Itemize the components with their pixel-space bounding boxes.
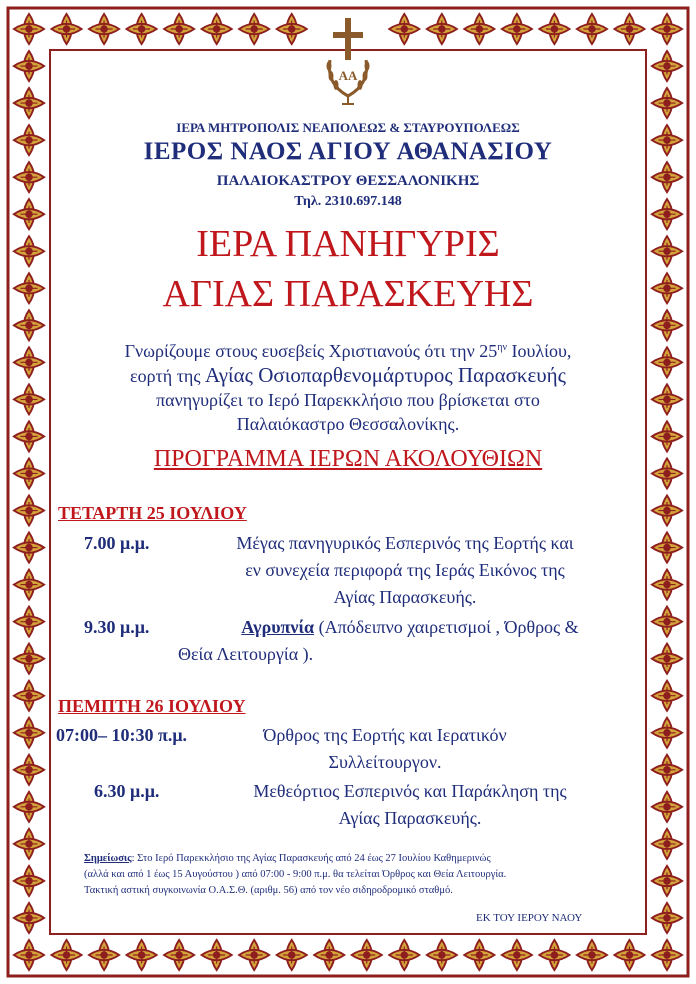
border-ornament bbox=[389, 14, 419, 44]
border-ornament bbox=[14, 755, 44, 785]
day1-label: ΤΕΤΑΡΤΗ 25 ΙΟΥΛΙΟΥ bbox=[58, 503, 247, 523]
description-line: Αγίας Παρασκευής. bbox=[333, 587, 477, 607]
notes-line-2: (αλλά και από 1 έως 15 Αυγούστου ) από 07:00 - 9:00 π.μ. θα τελείται Όρθρος και Θεία Λειτουργία. bbox=[84, 869, 507, 880]
day2-event1-description bbox=[220, 722, 550, 776]
border-ornament bbox=[239, 14, 269, 44]
border-ornament bbox=[652, 495, 682, 525]
day1-event1-time: 7.00 μ.μ. bbox=[84, 533, 150, 553]
border-ornament bbox=[652, 940, 682, 970]
border-ornament bbox=[314, 940, 344, 970]
border-ornament bbox=[239, 940, 269, 970]
border-ornament bbox=[652, 755, 682, 785]
border-ornament bbox=[14, 607, 44, 637]
border-ornament bbox=[14, 88, 44, 118]
description-line: Μεθεόρτιος Εσπερινός και Παράκληση της bbox=[253, 781, 567, 801]
description-line: Αγίας Παρασκευής. bbox=[338, 808, 482, 828]
description-line bbox=[170, 614, 650, 641]
border-ornament bbox=[652, 644, 682, 674]
notes-block bbox=[84, 851, 644, 899]
border-ornament bbox=[614, 940, 644, 970]
emblem-letters: ΑΑ bbox=[338, 68, 358, 83]
border-ornament bbox=[51, 940, 81, 970]
border-ornament bbox=[14, 569, 44, 599]
border-ornament bbox=[577, 14, 607, 44]
border-ornament bbox=[14, 495, 44, 525]
border-ornament bbox=[652, 681, 682, 711]
day1-event1-description bbox=[170, 530, 640, 611]
intro-text: εορτή της bbox=[130, 366, 205, 386]
intro-line-3: πανηγυρίζει το Ιερό Παρεκκλήσιο που βρίσκεται στο bbox=[156, 390, 540, 410]
intro-text: Ιουλίου, bbox=[506, 341, 572, 361]
feast-title-line1: ΙΕΡΑ ΠΑΝΗΓΥΡΙΣ bbox=[196, 223, 500, 265]
border-ornament bbox=[652, 866, 682, 896]
ordinal-suffix: ην bbox=[497, 342, 507, 353]
border-ornament bbox=[277, 14, 307, 44]
phone-number: Τηλ. 2310.697.148 bbox=[294, 194, 402, 209]
border-ornament bbox=[277, 940, 307, 970]
border-ornament bbox=[14, 14, 44, 44]
saint-name: Αγίας Οσιοπαρθενομάρτυρος Παρασκευής bbox=[204, 363, 566, 387]
border-ornament bbox=[427, 940, 457, 970]
border-ornament bbox=[652, 51, 682, 81]
border-ornament bbox=[614, 14, 644, 44]
program-title: ΠΡΟΓΡΑΜΜΑ ΙΕΡΩΝ ΑΚΟΛΟΥΘΙΩΝ bbox=[153, 446, 543, 472]
border-ornament bbox=[51, 14, 81, 44]
border-ornament bbox=[464, 14, 494, 44]
border-ornament bbox=[202, 14, 232, 44]
border-ornament bbox=[164, 940, 194, 970]
day1-event2-description bbox=[170, 614, 650, 668]
border-ornament bbox=[539, 14, 569, 44]
border-ornament bbox=[126, 14, 156, 44]
vigil-label: Αγρυπνία bbox=[241, 617, 315, 637]
border-ornament bbox=[389, 940, 419, 970]
day2-event2-time: 6.30 μ.μ. bbox=[94, 781, 160, 801]
description-line: Θεία Λειτουργία ). bbox=[178, 644, 314, 664]
border-ornament bbox=[652, 569, 682, 599]
day1-event2-time: 9.30 μ.μ. bbox=[84, 617, 150, 637]
border-ornament bbox=[202, 940, 232, 970]
signoff: ΕΚ ΤΟΥ ΙΕΡΟΥ ΝΑΟΥ bbox=[476, 912, 583, 924]
border-ornament bbox=[14, 903, 44, 933]
intro-line-4: Παλαιόκαστρο Θεσσαλονίκης. bbox=[236, 414, 460, 434]
cross-wreath-icon bbox=[322, 14, 374, 106]
border-ornament bbox=[502, 940, 532, 970]
border-ornament bbox=[126, 940, 156, 970]
description-line: Συλλείτουργον. bbox=[328, 752, 442, 772]
border-ornament bbox=[14, 532, 44, 562]
description-line: Όρθρος της Εορτής και Ιερατικόν bbox=[263, 725, 507, 745]
border-ornament bbox=[352, 940, 382, 970]
metropolis-heading: ΙΕΡΑ ΜΗΤΡΟΠΟΛΙΣ ΝΕΑΠΟΛΕΩΣ & ΣΤΑΥΡΟΥΠΟΛΕΩΣ bbox=[176, 120, 520, 135]
border-ornament bbox=[577, 940, 607, 970]
notes-line-3: Τακτική αστική συγκοινωνία Ο.Α.Σ.Θ. (αριθμ. 56) από τον νέο σιδηροδρομικό σταθμό. bbox=[84, 885, 453, 896]
notes-text: : Στο Ιερό Παρεκκλήσιο της Αγίας Παρασκευής από 24 έως 27 Ιουλίου Καθημερινώς bbox=[131, 853, 491, 864]
border-ornament bbox=[427, 14, 457, 44]
description-text: (Απόδειπνο χαιρετισμοί , Όρθρος & bbox=[314, 617, 579, 637]
border-ornament bbox=[652, 718, 682, 748]
notes-label: Σημείωσις bbox=[84, 853, 132, 864]
border-ornament bbox=[652, 903, 682, 933]
intro-line-2 bbox=[0, 363, 696, 388]
border-ornament bbox=[14, 866, 44, 896]
border-ornament bbox=[652, 607, 682, 637]
border-ornament bbox=[652, 829, 682, 859]
border-ornament bbox=[14, 644, 44, 674]
border-ornament bbox=[539, 940, 569, 970]
border-ornament bbox=[652, 532, 682, 562]
border-ornament bbox=[14, 681, 44, 711]
border-ornament bbox=[89, 940, 119, 970]
description-line: Μέγας πανηγυρικός Εσπερινός της Εορτής και bbox=[236, 533, 574, 553]
feast-title-line2: ΑΓΙΑΣ ΠΑΡΑΣΚΕΥΗΣ bbox=[162, 273, 534, 315]
border-ornament bbox=[14, 792, 44, 822]
border-ornament bbox=[14, 940, 44, 970]
border-ornament bbox=[652, 14, 682, 44]
day2-label: ΠΕΜΠΤΗ 26 ΙΟΥΛΙΟΥ bbox=[58, 696, 246, 716]
day2-event2-description bbox=[190, 778, 630, 832]
border-ornament bbox=[464, 940, 494, 970]
notes-line-1 bbox=[84, 851, 644, 867]
border-ornament bbox=[502, 14, 532, 44]
description-line: εν συνεχεία περιφορά της Ιεράς Εικόνος της bbox=[245, 560, 565, 580]
intro-line-1 bbox=[0, 336, 696, 363]
border-ornament bbox=[652, 792, 682, 822]
location-heading: ΠΑΛΑΙΟΚΑΣΤΡΟΥ ΘΕΣΣΑΛΟΝΙΚΗΣ bbox=[216, 173, 480, 189]
border-ornament bbox=[14, 718, 44, 748]
border-ornament bbox=[652, 88, 682, 118]
church-name: ΙΕΡΟΣ ΝΑΟΣ ΑΓΙΟΥ ΑΘΑΝΑΣΙΟΥ bbox=[143, 138, 553, 165]
day2-event1-time: 07:00– 10:30 π.μ. bbox=[56, 725, 188, 745]
border-ornament bbox=[14, 829, 44, 859]
border-ornament bbox=[14, 51, 44, 81]
border-ornament bbox=[89, 14, 119, 44]
intro-paragraph bbox=[0, 336, 696, 436]
intro-text: Γνωρίζουμε στους ευσεβείς Χριστιανούς ότι την 25 bbox=[124, 341, 498, 361]
border-ornament bbox=[164, 14, 194, 44]
